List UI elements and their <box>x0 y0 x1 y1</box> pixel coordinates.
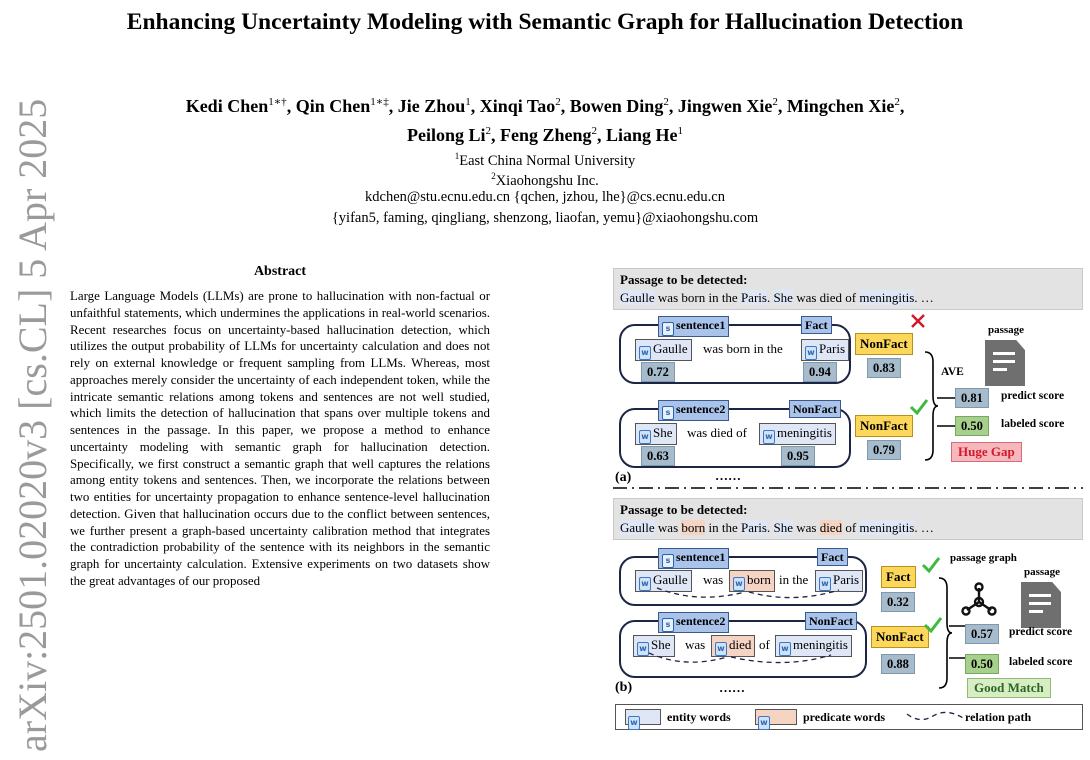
author-affiliation-mark: 2 <box>772 96 778 108</box>
prediction-label: Fact <box>881 566 916 588</box>
word-icon: w <box>819 577 831 591</box>
passage-text: . … <box>914 290 934 305</box>
entity-word: w She <box>633 635 675 657</box>
author-name: Feng Zheng <box>499 125 592 145</box>
sentence-score: 0.79 <box>867 440 901 460</box>
author-separator: , <box>490 125 500 145</box>
sentence-text: of <box>759 637 770 652</box>
predicate-word: w died <box>711 635 755 657</box>
word-icon: w <box>639 430 651 444</box>
sentence-tag: s sentence2 <box>658 400 729 421</box>
word-icon: w <box>758 716 770 730</box>
entity-text: meningitis <box>859 290 915 305</box>
author-affiliation-mark: 1∗† <box>268 96 287 108</box>
word-icon: w <box>639 577 651 591</box>
entity-word: w meningitis <box>775 635 852 657</box>
author-name: Peilong Li <box>406 125 486 145</box>
entity-text: She <box>773 520 793 535</box>
abstract-body: Large Language Models (LLMs) are prone to hallucination with non-factual or unfaithful statements, which undermines the applications in real-world scenarios. Recent researches focus on uncertainty-based hallucination detection, which utilizes the output probability of LLMs for uncertainty calculation and does not rely on external knowledge or frequent sampling from LLMs. Whereas, most approaches merely consider the uncertainty of each independent token, while the intricate semantic relations among tokens and sentences are not well studied, which limits the detection of hallucination that spans over multiple tokens and sentences in the passage. In this paper, we propose a method to enhance uncertainty modeling with semantic graph for hallucination detection. Specifically, we first construct a semantic graph that well captures the relations among entity tokens and sentences. Then, we incorporate the relations between two entities for uncertainty propagation to enhance sentence-level hallucination detection. Given that hallucination occurs due to the conflict between sentences, we further present a graph-based uncertainty calibration method that integrates the contradiction probability of the sentence with its neighbors in the semantic graph for uncertainty calculation. Extensive experiments on two datasets show the great advantages of our proposed <box>70 289 490 588</box>
passage-text-b <box>620 519 1076 537</box>
prediction-label: NonFact <box>855 333 913 355</box>
author-separator: , <box>668 96 678 116</box>
authors-line-1 <box>90 90 1000 119</box>
sentence-icon: s <box>662 618 674 632</box>
predict-score: 0.57 <box>965 624 999 644</box>
result-gap-badge: Huge Gap <box>951 442 1022 462</box>
sentence-text: was <box>685 637 706 652</box>
author-name: Qin Chen <box>295 96 371 116</box>
author-affiliation-mark: 2 <box>894 96 900 108</box>
author-separator: , <box>388 96 398 116</box>
panel-label-a: (a) <box>615 470 632 485</box>
passage-label: passage <box>1023 566 1061 578</box>
passage-text: . … <box>914 520 934 535</box>
passage-box-b <box>613 498 1083 540</box>
predict-score-label: predict score <box>1009 626 1073 638</box>
abstract-heading: Abstract <box>253 264 307 279</box>
author-emails-2: {yifan5, faming, qingliang, shenzong, liaofan, yemu}@xiaohongshu.com <box>331 210 759 226</box>
word-icon: w <box>628 716 640 730</box>
author-affiliation-mark: 1∗‡ <box>370 96 389 108</box>
author-affiliation-mark: 2 <box>663 96 669 108</box>
predicate-word: w born <box>729 570 775 592</box>
labeled-score: 0.50 <box>965 654 999 674</box>
author-separator: , <box>286 96 296 116</box>
passage-heading: Passage to be detected: <box>620 272 748 287</box>
sentence-score: 0.32 <box>881 592 915 612</box>
passage-box-a <box>613 268 1083 310</box>
authors-line-2 <box>90 119 1000 148</box>
graph-label: passage graph <box>950 552 1017 564</box>
author-affiliation-mark: 2 <box>555 96 561 108</box>
verdict-tag: Fact <box>817 548 848 566</box>
passage-text: was <box>792 520 820 535</box>
entity-text: Paris <box>740 520 767 535</box>
document-icon <box>985 340 1025 386</box>
passage-text: of <box>842 520 860 535</box>
predict-score: 0.81 <box>955 388 989 408</box>
author-separator: , <box>597 125 606 145</box>
arxiv-identifier: arXiv:2501.02020v3 [cs.CL] 5 Apr 2025 <box>10 98 55 752</box>
panel-separator <box>613 484 1083 492</box>
sentence-tag: s sentence1 <box>658 316 729 337</box>
relation-path-swatch <box>905 710 965 724</box>
author-name: Kedi Chen <box>185 96 269 116</box>
author-separator: , <box>560 96 570 116</box>
author-name: Mingchen Xie <box>786 96 895 116</box>
predicate-text: born <box>681 520 706 535</box>
checkmark-icon <box>921 556 941 574</box>
author-affiliation-mark: 1 <box>677 125 684 137</box>
sentence-text: was died of <box>687 425 747 440</box>
affiliation-2: $^2$Xiaohongshu Inc. <box>491 171 599 189</box>
aggregation-label: AVE <box>941 366 964 378</box>
entity-word: w Gaulle <box>635 570 692 592</box>
sentence-text: was <box>703 572 724 587</box>
word-icon: w <box>637 642 649 656</box>
word-icon: w <box>779 642 791 656</box>
predicate-swatch <box>755 709 797 725</box>
token-uncertainty: 0.63 <box>641 446 675 466</box>
passage-heading: Passage to be detected: <box>620 502 748 517</box>
affiliation-1: $^1$East China Normal University <box>454 151 636 169</box>
entity-word: w Gaulle <box>635 339 692 361</box>
paper-title: Enhancing Uncertainty Modeling with Semantic Graph for Hallucination Detection <box>126 9 964 35</box>
passage-text: was died of <box>792 290 860 305</box>
token-uncertainty: 0.72 <box>641 362 675 382</box>
author-name: Bowen Ding <box>569 96 664 116</box>
sentence-tag: s sentence1 <box>658 548 729 569</box>
entity-text: She <box>773 290 793 305</box>
verdict-tag: NonFact <box>789 400 841 418</box>
author-name: Jingwen Xie <box>677 96 773 116</box>
sentence-score: 0.88 <box>881 654 915 674</box>
passage-text: . <box>766 290 774 305</box>
passage-text: was <box>654 520 682 535</box>
sentence-icon: s <box>662 554 674 568</box>
ellipsis: …… <box>719 680 745 695</box>
author-name: Liang He <box>606 125 678 145</box>
legend-entity-label: entity words <box>667 710 731 724</box>
relation-path <box>653 586 853 606</box>
legend-predicate-label: predicate words <box>803 710 886 724</box>
entity-word: w meningitis <box>759 423 836 445</box>
connector-lines <box>937 382 957 442</box>
author-affiliation-mark: 2 <box>485 125 491 137</box>
word-icon: w <box>733 577 745 591</box>
predict-score-label: predict score <box>1001 390 1065 402</box>
labeled-score: 0.50 <box>955 416 989 436</box>
entity-word: w Paris <box>801 339 849 361</box>
entity-text: Gaulle <box>620 520 655 535</box>
result-match-badge: Good Match <box>967 678 1051 698</box>
word-icon: w <box>805 346 817 360</box>
panel-label-b: (b) <box>615 680 633 695</box>
passage-text: in the <box>705 520 741 535</box>
author-name: Xinqi Tao <box>479 96 556 116</box>
author-list <box>90 90 1000 148</box>
entity-swatch <box>625 709 661 725</box>
author-separator: , <box>777 96 787 116</box>
legend-relation-label: relation path <box>965 710 1032 724</box>
sentence-text: in the <box>779 572 809 587</box>
predicate-text: died <box>819 520 843 535</box>
document-icon <box>1021 582 1061 628</box>
graph-icon <box>961 582 997 618</box>
sentence-icon: s <box>662 322 674 336</box>
sentence-tag: s sentence2 <box>658 612 729 633</box>
word-icon: w <box>763 430 775 444</box>
author-name: Jie Zhou <box>397 96 466 116</box>
verdict-tag: Fact <box>801 316 832 334</box>
entity-text: meningitis <box>859 520 915 535</box>
sentence-icon: s <box>662 406 674 420</box>
entity-text: Gaulle <box>620 290 655 305</box>
word-icon: w <box>639 346 651 360</box>
author-affiliation-mark: 1 <box>465 96 471 108</box>
labeled-score-label: labeled score <box>1009 656 1073 668</box>
verdict-tag: NonFact <box>805 612 857 630</box>
author-affiliation-mark: 2 <box>591 125 597 137</box>
entity-word: w Paris <box>815 570 863 592</box>
author-separator: , <box>470 96 480 116</box>
cross-icon <box>909 312 927 330</box>
passage-text-a <box>620 289 1076 307</box>
ellipsis: …… <box>715 468 741 483</box>
entity-word: w She <box>635 423 677 445</box>
sentence-score: 0.83 <box>867 358 901 378</box>
entity-text: Paris <box>740 290 767 305</box>
prediction-label: NonFact <box>855 415 913 437</box>
passage-text: was born in the <box>654 290 741 305</box>
passage-label: passage <box>987 324 1025 336</box>
prediction-label: NonFact <box>871 626 929 648</box>
figure-1 <box>605 258 1080 758</box>
relation-path <box>645 651 855 671</box>
word-icon: w <box>715 642 727 656</box>
labeled-score-label: labeled score <box>1001 418 1065 430</box>
author-separator: , <box>899 96 905 116</box>
token-uncertainty: 0.94 <box>803 362 837 382</box>
sentence-text: was born in the <box>703 341 783 356</box>
passage-text: . <box>766 520 774 535</box>
author-emails-1: kdchen@stu.ecnu.edu.cn {qchen, jzhou, lhe}@cs.ecnu.edu.cn <box>365 189 725 205</box>
token-uncertainty: 0.95 <box>781 446 815 466</box>
